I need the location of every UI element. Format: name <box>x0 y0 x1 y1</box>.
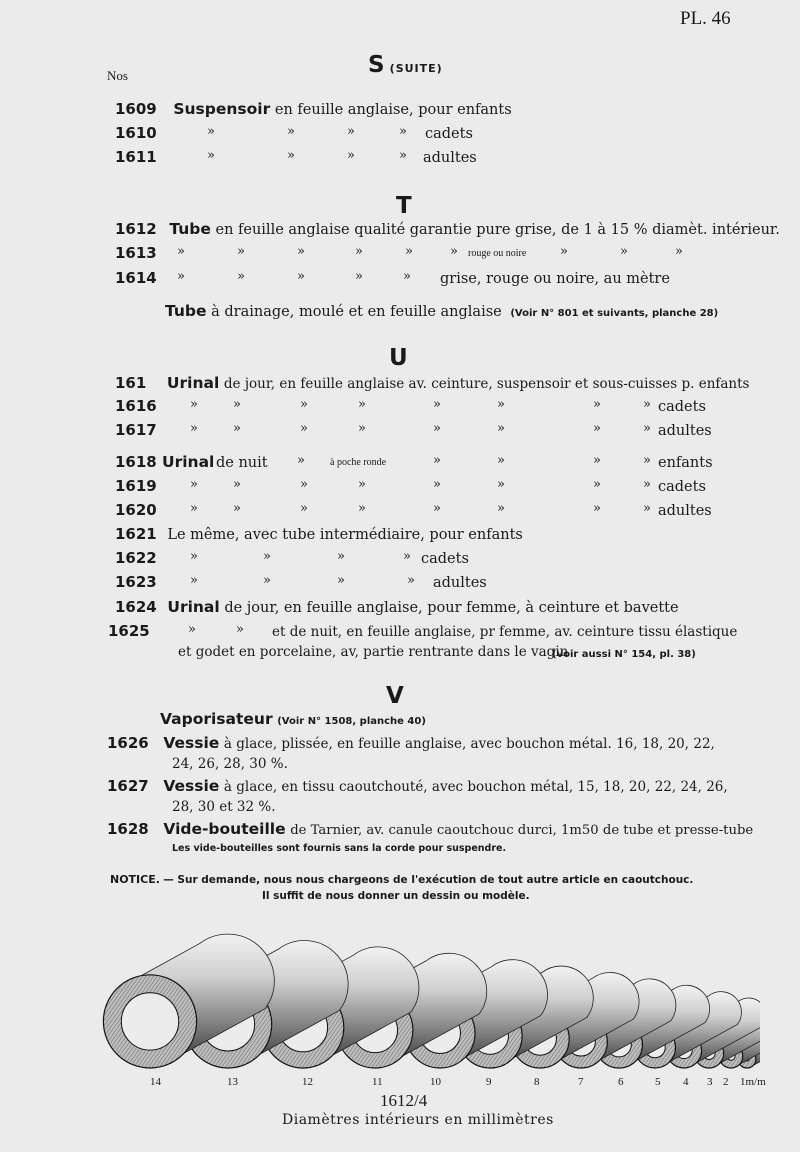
scale-label: 10 <box>430 1076 441 1088</box>
ditto-mark: » <box>237 244 245 259</box>
ditto-mark: » <box>337 573 345 588</box>
item-number: 1614 <box>115 269 157 287</box>
ditto-mark: » <box>190 421 198 436</box>
item-number: 161 <box>115 374 147 392</box>
ditto-mark: » <box>355 269 363 284</box>
entry-1618 <box>115 453 715 475</box>
section-s-heading <box>368 52 443 78</box>
item-number: 1611 <box>115 148 157 166</box>
ditto-mark: » <box>300 477 308 492</box>
item-text: à drainage, moulé et en feuille anglaise <box>211 304 502 320</box>
item-reference: (Voir N° 801 et suivants, planche 28) <box>510 308 719 319</box>
item-number: 1610 <box>115 124 157 142</box>
scale-label: 1m/m <box>740 1076 766 1088</box>
item-end: cadets <box>658 479 706 495</box>
ditto-mark: » <box>207 124 215 139</box>
item-number: 1619 <box>115 477 157 495</box>
item-note: Les vide-bouteilles sont fournis sans la corde pour suspendre. <box>172 843 507 854</box>
ditto-mark: » <box>190 397 198 412</box>
entry-1625 <box>108 622 738 666</box>
item-name: Suspensoir <box>173 100 271 118</box>
entry-1611 <box>115 148 715 170</box>
item-number: 1618 <box>115 453 157 471</box>
ditto-mark: » <box>643 397 651 412</box>
item-text: de jour, en feuille anglaise, pour femme, à ceinture et bavette <box>224 600 679 616</box>
item-name: Vessie <box>163 734 220 752</box>
ditto-mark: » <box>497 453 505 468</box>
plate-number: PL. 46 <box>680 8 731 29</box>
ditto-mark: » <box>190 573 198 588</box>
item-text: en feuille anglaise, pour enfants <box>274 102 512 118</box>
ditto-mark: » <box>190 549 198 564</box>
ditto-mark: » <box>177 269 185 284</box>
entry-1610 <box>115 124 715 146</box>
scale-label: 11 <box>372 1076 383 1088</box>
item-end: adultes <box>423 150 477 166</box>
ditto-mark: » <box>450 244 458 259</box>
notice <box>110 873 693 886</box>
ditto-mark: » <box>433 477 441 492</box>
item-number: 1617 <box>115 421 157 439</box>
notice-text-continued: Il suffit de nous donner un dessin ou modèle. <box>262 890 530 902</box>
item-text: de nuit <box>216 455 268 471</box>
item-text: Le même, avec tube intermédiaire, pour enfants <box>167 527 523 543</box>
ditto-mark: » <box>358 477 366 492</box>
scale-label: 7 <box>578 1076 584 1088</box>
ditto-mark: » <box>287 148 295 163</box>
scale-label: 2 <box>723 1076 729 1088</box>
item-end: cadets <box>658 399 706 415</box>
ditto-mark: » <box>643 501 651 516</box>
section-t-heading: T <box>396 193 412 219</box>
item-number: 1625 <box>108 622 150 640</box>
numbers-column-label: Nos <box>107 68 128 83</box>
scale-label: 9 <box>486 1076 492 1088</box>
item-name: Vide-bouteille <box>163 820 286 838</box>
item-end: cadets <box>421 551 469 567</box>
item-text: à glace, plissée, en feuille anglaise, avec bouchon métal. 16, 18, 20, 22, <box>223 736 715 752</box>
ditto-mark: » <box>643 453 651 468</box>
item-end: adultes <box>658 423 712 439</box>
entry-1623 <box>115 573 715 595</box>
entry-1612 <box>115 220 780 238</box>
ditto-mark: » <box>593 477 601 492</box>
ditto-mark: » <box>263 549 271 564</box>
section-letter: S <box>368 52 385 78</box>
item-text-continued: 24, 26, 28, 30 %. <box>172 756 288 772</box>
scale-label: 6 <box>618 1076 624 1088</box>
ditto-mark: » <box>347 148 355 163</box>
item-mid: rouge ou noire <box>468 248 527 259</box>
item-name: Urinal <box>162 453 215 471</box>
item-name: Tube <box>169 220 211 238</box>
item-number: 1627 <box>107 777 149 795</box>
entry-1621 <box>115 525 523 543</box>
ditto-mark: » <box>593 501 601 516</box>
entry-tube-drainage <box>165 302 718 320</box>
ditto-mark: » <box>497 397 505 412</box>
item-number: 1616 <box>115 397 157 415</box>
item-number: 1628 <box>107 820 149 838</box>
item-name: Urinal <box>167 598 220 616</box>
ditto-mark: » <box>407 573 415 588</box>
item-end: adultes <box>433 575 487 591</box>
scale-label: 3 <box>707 1076 713 1088</box>
item-end: cadets <box>425 126 473 142</box>
ditto-mark: » <box>297 453 305 468</box>
entry-vaporisateur <box>160 710 426 728</box>
item-number: 1622 <box>115 549 157 567</box>
section-suffix: (SUITE) <box>389 62 443 75</box>
item-number: 1613 <box>115 244 157 262</box>
item-name: Vessie <box>163 777 220 795</box>
ditto-mark: » <box>233 501 241 516</box>
ditto-mark: » <box>355 244 363 259</box>
scale-label: 4 <box>683 1076 689 1088</box>
entry-161 <box>115 374 749 392</box>
item-number: 1624 <box>115 598 157 616</box>
item-mid: à poche ronde <box>330 457 387 468</box>
ditto-mark: » <box>620 244 628 259</box>
entry-1627 <box>107 777 728 821</box>
section-u-heading: U <box>389 345 408 371</box>
figure-caption: Diamètres intérieurs en millimètres <box>282 1112 554 1128</box>
ditto-mark: » <box>593 421 601 436</box>
item-number: 1626 <box>107 734 149 752</box>
ditto-mark: » <box>300 421 308 436</box>
item-number: 1620 <box>115 501 157 519</box>
ditto-mark: » <box>399 148 407 163</box>
ditto-mark: » <box>643 477 651 492</box>
ditto-mark: » <box>497 501 505 516</box>
entry-1619 <box>115 477 715 499</box>
ditto-mark: » <box>337 549 345 564</box>
item-text: de jour, en feuille anglaise av. ceinture, suspensoir et sous-cuisses p. enfants <box>223 376 750 392</box>
item-text: et de nuit, en feuille anglaise, pr femme, av. ceinture tissu élastique <box>272 624 738 640</box>
ditto-mark: » <box>593 397 601 412</box>
ditto-mark: » <box>433 453 441 468</box>
ditto-mark: » <box>297 269 305 284</box>
item-name: Vaporisateur <box>160 710 273 728</box>
ditto-mark: » <box>433 421 441 436</box>
ditto-mark: » <box>675 244 683 259</box>
ditto-mark: » <box>405 244 413 259</box>
ditto-mark: » <box>358 397 366 412</box>
ditto-mark: » <box>433 501 441 516</box>
item-end: enfants <box>658 455 713 471</box>
tube-diameters-illustration <box>50 925 760 1075</box>
section-v-heading: V <box>386 683 404 709</box>
ditto-mark: » <box>190 477 198 492</box>
ditto-mark: » <box>263 573 271 588</box>
ditto-mark: » <box>593 453 601 468</box>
ditto-mark: » <box>403 269 411 284</box>
item-number: 1623 <box>115 573 157 591</box>
item-text: de Tarnier, av. canule caoutchouc durci, 1m50 de tube et presse-tube <box>290 823 754 838</box>
scale-label: 14 <box>150 1076 161 1088</box>
scale-label: 12 <box>302 1076 313 1088</box>
item-reference: (voir aussi N° 154, pl. 38) <box>552 649 696 660</box>
ditto-mark: » <box>297 244 305 259</box>
ditto-mark: » <box>233 397 241 412</box>
item-number: 1621 <box>115 525 157 543</box>
item-end: adultes <box>658 503 712 519</box>
ditto-mark: » <box>300 501 308 516</box>
entry-1609 <box>115 100 512 118</box>
item-text: en feuille anglaise qualité garantie pure grise, de 1 à 15 % diamèt. intérieur. <box>215 222 780 238</box>
notice-text: — Sur demande, nous nous chargeons de l'exécution de tout autre article en caoutchouc. <box>163 874 694 886</box>
item-number: 1609 <box>115 100 157 118</box>
item-text-continued: 28, 30 et 32 %. <box>172 799 276 815</box>
scale-label: 13 <box>227 1076 238 1088</box>
ditto-mark: » <box>358 501 366 516</box>
entry-1613 <box>115 244 715 266</box>
item-end: grise, rouge ou noire, au mètre <box>440 271 670 287</box>
ditto-mark: » <box>497 421 505 436</box>
ditto-mark: » <box>190 501 198 516</box>
ditto-mark: » <box>358 421 366 436</box>
entry-1628 <box>107 820 754 860</box>
ditto-mark: » <box>236 622 244 637</box>
ditto-mark: » <box>347 124 355 139</box>
figure-reference: 1612/4 <box>380 1091 428 1110</box>
ditto-mark: » <box>188 622 196 637</box>
ditto-mark: » <box>237 269 245 284</box>
entry-1626 <box>107 734 717 778</box>
ditto-mark: » <box>403 549 411 564</box>
item-name: Urinal <box>166 374 220 392</box>
ditto-mark: » <box>399 124 407 139</box>
ditto-mark: » <box>177 244 185 259</box>
notice-label: NOTICE. <box>110 873 160 886</box>
ditto-mark: » <box>433 397 441 412</box>
scale-label: 8 <box>534 1076 540 1088</box>
entry-1617 <box>115 421 715 443</box>
entry-1616 <box>115 397 715 419</box>
scale-label: 5 <box>655 1076 661 1088</box>
ditto-mark: » <box>287 124 295 139</box>
ditto-mark: » <box>233 421 241 436</box>
entry-1620 <box>115 501 715 523</box>
ditto-mark: » <box>497 477 505 492</box>
ditto-mark: » <box>233 477 241 492</box>
item-reference: (Voir N° 1508, planche 40) <box>277 716 426 727</box>
ditto-mark: » <box>300 397 308 412</box>
item-number: 1612 <box>115 220 157 238</box>
ditto-mark: » <box>207 148 215 163</box>
entry-1622 <box>115 549 715 571</box>
entry-1624 <box>115 598 679 616</box>
entry-1614 <box>115 269 715 291</box>
item-text: à glace, en tissu caoutchouté, avec bouchon métal, 15, 18, 20, 22, 24, 26, <box>223 779 728 795</box>
ditto-mark: » <box>560 244 568 259</box>
ditto-mark: » <box>643 421 651 436</box>
item-text-continued: et godet en porcelaine, av, partie rentrante dans le vagin <box>178 644 569 660</box>
item-name: Tube <box>165 302 207 320</box>
